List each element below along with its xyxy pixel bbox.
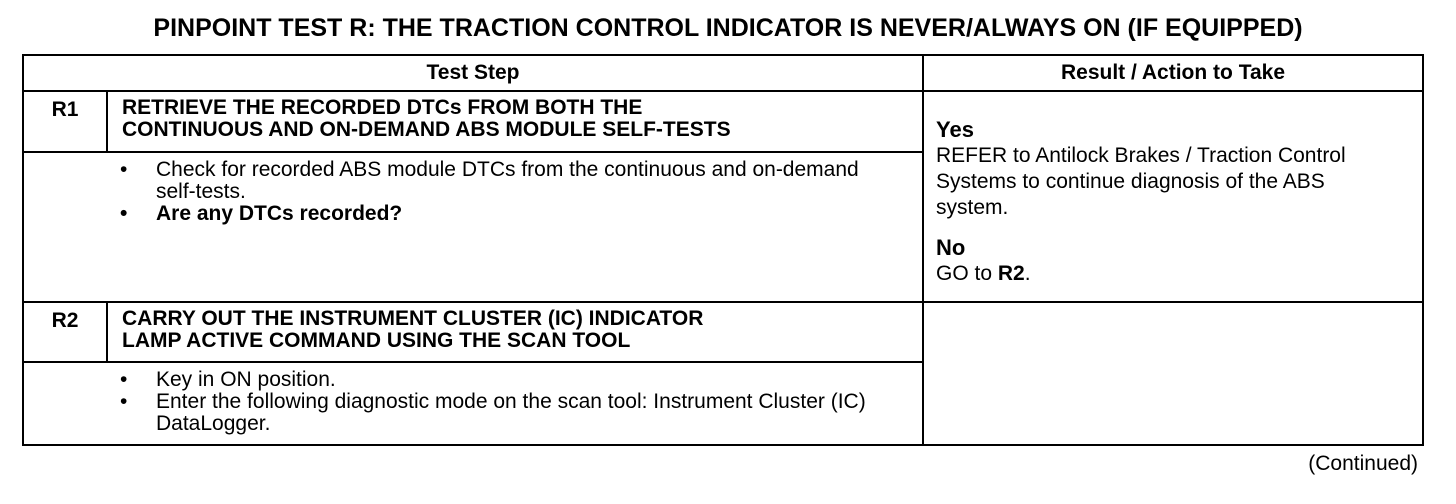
table-row xyxy=(23,302,1423,363)
pinpoint-test-table xyxy=(22,54,1424,446)
result-cell-empty xyxy=(923,302,1423,446)
step-heading-line: CONTINUOUS AND ON-DEMAND ABS MODULE SELF-TESTS xyxy=(122,118,731,142)
step-bullet: • Enter the following diagnostic mode on the scan tool: Instrument Cluster (IC) DataLogger. xyxy=(120,391,896,435)
step-heading xyxy=(107,91,923,152)
table-row xyxy=(23,91,1423,152)
result-no-label: No xyxy=(936,235,966,261)
step-bullet: • Key in ON position. xyxy=(120,369,908,391)
result-yes-text: REFER to Antilock Brakes / Traction Control Systems to continue diagnosis of the ABS system. xyxy=(936,144,1346,220)
step-heading xyxy=(107,302,923,363)
header-result-action: Result / Action to Take xyxy=(923,55,1423,91)
step-bullet: • Check for recorded ABS module DTCs from the continuous and on-demand self-tests. xyxy=(120,159,876,203)
step-heading-line: RETRIEVE THE RECORDED DTCs FROM BOTH THE xyxy=(122,96,643,120)
step-body xyxy=(23,152,923,302)
header-test-step: Test Step xyxy=(23,55,923,91)
step-id: R2 xyxy=(23,302,107,363)
page-title: PINPOINT TEST R: THE TRACTION CONTROL INDICATOR IS NEVER/ALWAYS ON (IF EQUIPPED) xyxy=(153,14,1303,42)
step-heading-line: CARRY OUT THE INSTRUMENT CLUSTER (IC) INDICATOR xyxy=(122,306,704,330)
step-body xyxy=(23,362,923,445)
table-header-row xyxy=(23,55,1423,91)
result-cell xyxy=(923,91,1423,301)
step-question: • Are any DTCs recorded? xyxy=(120,203,908,225)
result-no-text: GO to R2. xyxy=(936,262,1031,286)
result-yes-label: Yes xyxy=(936,117,974,143)
step-reference: R2 xyxy=(997,262,1025,286)
step-heading-line: LAMP ACTIVE COMMAND USING THE SCAN TOOL xyxy=(122,328,631,352)
continued-note: (Continued) xyxy=(1308,452,1418,475)
step-id: R1 xyxy=(23,91,107,152)
